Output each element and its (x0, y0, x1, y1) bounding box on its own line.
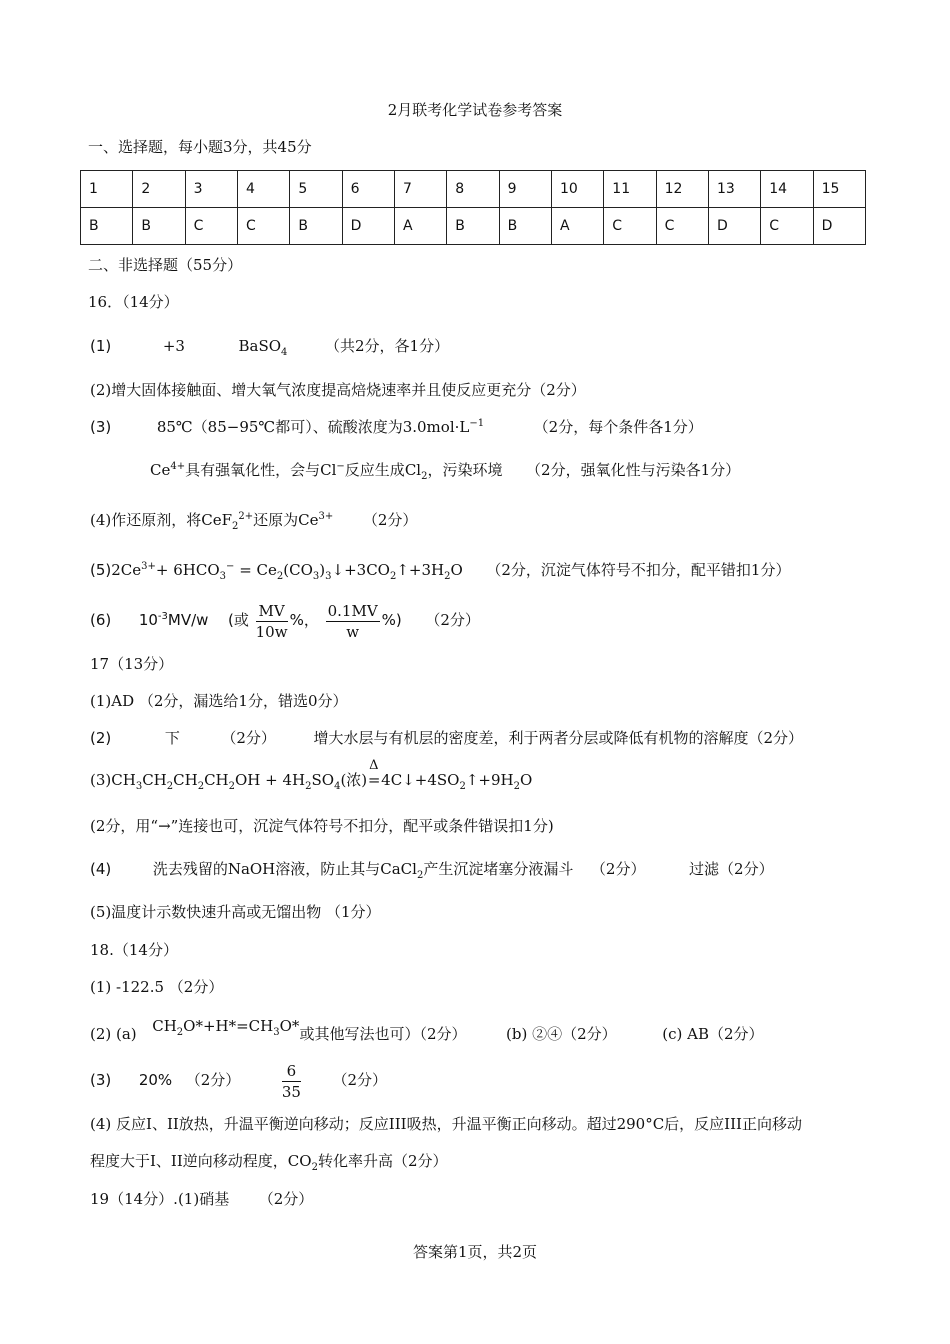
answer-cell: B (290, 208, 342, 245)
q17-part4: (4) 洗去残留的NaOH溶液，防止其与CaCl$_2$产生沉淀堵塞分液漏斗 （2分） 过滤（2分） (90, 860, 774, 881)
q16-p1-label: (1) (90, 337, 112, 355)
q16-p6-fraction2: $\frac{0.1MV}{w}$ (327, 601, 378, 641)
question-number-cell: 4 (237, 171, 289, 208)
answer-cell: C (237, 208, 289, 245)
question-number-cell: 3 (185, 171, 237, 208)
answer-cell: B (499, 208, 551, 245)
question-number-cell: 10 (551, 171, 603, 208)
q18-part4-line2: 程度大于I、II逆向移动程度，$CO_2$转化率升高（2分） (90, 1152, 448, 1173)
answer-table (80, 170, 866, 245)
q16-p3-label: (3) (90, 418, 112, 436)
answer-row (81, 208, 866, 245)
question-number-cell: 5 (290, 171, 342, 208)
answer-cell: D (708, 208, 760, 245)
q16-part5: $(5)2Ce^{3+}+ 6HCO_3^-$ = $Ce_2(CO_3)_3↓+3CO_2↑+3H_2O$ （2分，沉淀气体符号不扣分，配平错扣1分） (90, 561, 791, 582)
q18-part4-line1: (4) 反应I、II放热，升温平衡逆向移动；反应III吸热，升温平衡正向移动。超过290°C后，反应III正向移动 (90, 1115, 802, 1133)
q16-p6-answer: $10^{-3}MV/w$ (138, 611, 209, 629)
section2-heading: 二、非选择题（55分） (88, 256, 243, 274)
q16-p1-note: （共2分，各1分） (324, 337, 450, 355)
question-number-row (81, 171, 866, 208)
answer-cell: D (342, 208, 394, 245)
question-number-cell: 9 (499, 171, 551, 208)
answer-cell: B (447, 208, 499, 245)
q17-part1: (1)AD （2分，漏选给1分，错选0分） (90, 692, 348, 710)
q18-part2: (2) (a) $CH_2O*+H*=CH_3O*$或其他写法也可）（2分） (b) ②④（2分） (c) AB（2分） (90, 1017, 764, 1043)
answer-cell: C (604, 208, 656, 245)
question-number-cell: 12 (656, 171, 708, 208)
answer-cell: C (761, 208, 813, 245)
q17-part3-note: (2分，用“→”连接也可，沉淀气体符号不扣分，配平或条件错误扣1分) (90, 817, 554, 835)
q17-part3-equation: $(3)CH_3CH_2CH_2CH_2OH + 4H_2SO_4$(浓) Δ $=4C↓+4SO_2↑+9H_2O$ (90, 758, 533, 792)
answer-cell: C (656, 208, 708, 245)
section1-heading: 一、选择题，每小题3分，共45分 (88, 138, 312, 156)
q16-p3-note: （2分，每个条件各1分） (533, 418, 703, 436)
q17-part5: (5)温度计示数快速升高或无馏出物 （1分） (90, 903, 381, 921)
question-number-cell: 7 (394, 171, 446, 208)
q16-p5-equation: $2Ce^{3+}+ 6HCO_3^-$ = $Ce_2(CO_3)_3↓+3CO_2↑+3H_2O$ (111, 561, 463, 582)
question-number-cell: 1 (81, 171, 133, 208)
q16-part2: (2)增大固体接触面、增大氧气浓度提高焙烧速率并且使反应更充分（2分） (90, 381, 586, 399)
q16-p1-value: +3 (162, 337, 185, 355)
q16-p5-note: （2分，沉淀气体符号不扣分，配平错扣1分） (486, 561, 791, 579)
answer-cell: D (813, 208, 865, 245)
answer-cell: A (551, 208, 603, 245)
q16-heading: 16．（14分） (88, 293, 179, 311)
q16-part3-line1 (90, 417, 703, 437)
q16-p4-note: （2分） (362, 511, 418, 529)
answer-cell: C (185, 208, 237, 245)
page-footer: 答案第1页，共2页 (412, 1243, 538, 1261)
q16-part4: (4)作还原剂，将CeF$_2^{2+}$还原为$Ce^{3+}$ （2分） (90, 511, 418, 532)
question-number-cell: 11 (604, 171, 656, 208)
question-number-cell: 14 (761, 171, 813, 208)
q18-part3: (3) 20% （2分） $\frac{6}{35}$ （2分） (90, 1061, 388, 1101)
q18-p3-fraction: $\frac{6}{35}$ (281, 1061, 301, 1101)
q16-p3-conc: $3.0mol\cdot L^{-1}$ (402, 418, 485, 436)
q16-p3-note2: （2分，强氧化性与污染各1分） (526, 461, 741, 479)
question-number-cell: 2 (133, 171, 185, 208)
q17-part2: (2) 下 （2分） 增大水层与有机层的密度差，利于两者分层或降低有机物的溶解度（2分） (90, 729, 804, 747)
q16-part1 (90, 336, 449, 356)
question-number-cell: 15 (813, 171, 865, 208)
q18-part1: (1) -122.5 （2分） (90, 978, 224, 996)
q19-part1: 19（14分）.(1)硝基 （2分） (90, 1190, 314, 1208)
q16-p3-text: 85℃（85−95℃都可）、硫酸浓度为 (156, 418, 403, 436)
q16-p1-species: BaSO$_4$ (238, 337, 288, 358)
question-number-cell: 8 (447, 171, 499, 208)
q18-p2-step: $CH_2O*+H*=CH_3O*$ (152, 1017, 300, 1038)
page-title: 2月联考化学试卷参考答案 (387, 101, 563, 119)
q17-heading: 17（13分） (90, 655, 174, 673)
question-number-cell: 13 (708, 171, 760, 208)
answer-cell: B (81, 208, 133, 245)
question-number-cell: 6 (342, 171, 394, 208)
answer-cell: A (394, 208, 446, 245)
q16-part3-line2: $Ce^{4+}$具有强氧化性，会与Cl−反应生成$Cl_2$，污染环境 （2分，强氧化性与污染各1分） (150, 461, 741, 482)
answer-cell: B (133, 208, 185, 245)
q18-heading: 18.（14分） (90, 941, 178, 959)
q16-part6: (6) $10^{-3}MV/w$ (或 $\frac{MV}{10w}$ %， $\frac{0.1MV}{w}$ %) （2分） (90, 601, 480, 641)
q16-p6-fraction1: $\frac{MV}{10w}$ (255, 601, 288, 641)
